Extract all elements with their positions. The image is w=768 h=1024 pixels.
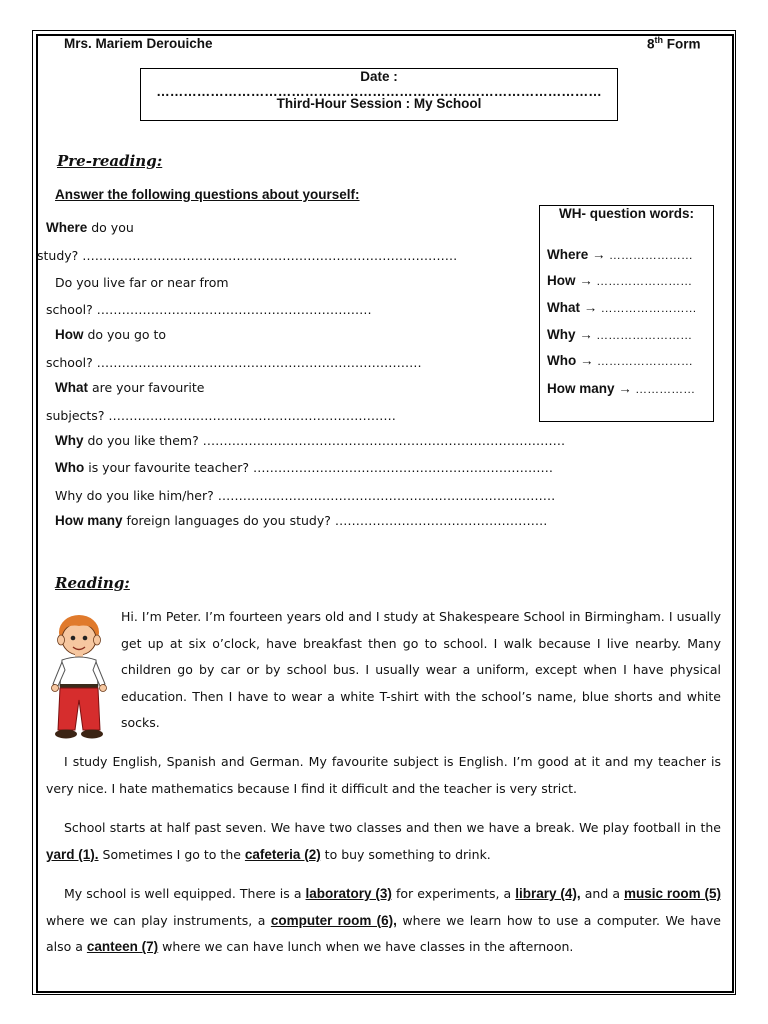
question-how: How do you go to bbox=[55, 327, 167, 342]
reading-heading: Reading: bbox=[55, 574, 130, 592]
wh-box-title: WH- question words: bbox=[559, 206, 694, 221]
question-why-him-her: Why do you like him/her? ……………………………………………………………………… bbox=[55, 488, 556, 503]
vocab-music-room: music room (5) bbox=[624, 886, 721, 901]
wh-item-how-many: How many → …………… bbox=[547, 381, 696, 396]
wh-item-what: What → …………………… bbox=[547, 300, 697, 315]
teacher-name: Mrs. Mariem Derouiche bbox=[64, 36, 213, 51]
answer-line-far-near: school? ………………………………………………………… bbox=[46, 302, 372, 317]
vocab-laboratory: laboratory (3) bbox=[305, 886, 392, 901]
wh-item-who: Who → …………………… bbox=[547, 353, 693, 368]
wh-item-where: Where → ………………… bbox=[547, 247, 693, 262]
vocab-canteen: canteen (7) bbox=[86, 939, 159, 955]
vocab-library: library (4), bbox=[515, 886, 581, 901]
reading-paragraph-1: Hi. I’m Peter. I’m fourteen years old and I study at Shakespeare School in Birmingham. I usually get up at six o’clock, have breakfast then go to school. I walk because I live nearby. Many children go by car or by school bus. I usually wear a uniform, except when I have physical education. Then I have to wear a white T-shirt with the school’s name, blue shorts and white socks. bbox=[121, 609, 721, 731]
wh-item-why: Why → …………………… bbox=[547, 327, 693, 342]
session-title: Third-Hour Session : My School bbox=[276, 96, 482, 111]
question-why: Why do you like them? …………………………………………………………………………… bbox=[55, 433, 566, 448]
answer-line-where: study? ……………………………………………………………………………… bbox=[37, 248, 458, 263]
reading-paragraph-4: My school is well equipped. There is a laboratory (3) for experiments, a library (4), and a music room (5) where we can play instruments, a computer room (6), where we learn how to use a computer. We have also a canteen (7) where we can have lunch when we have classes in the afternoon. bbox=[46, 886, 721, 955]
question-where: Where do you bbox=[46, 220, 134, 235]
wh-question-words-box bbox=[539, 205, 714, 422]
question-far-near: Do you live far or near from bbox=[55, 275, 229, 290]
date-line: Date : ……………………………………………………………………………………… bbox=[156, 69, 602, 99]
pre-reading-heading: Pre-reading: bbox=[57, 152, 163, 170]
wh-item-how: How → …………………… bbox=[547, 273, 693, 288]
reading-paragraph-2: I study English, Spanish and German. My favourite subject is English. I’m good at it and my teacher is very nice. I hate mathematics because I find it difficult and the teacher is very strict. bbox=[46, 754, 721, 796]
vocab-cafeteria: cafeteria (2) bbox=[244, 846, 321, 862]
question-what: What are your favourite bbox=[55, 380, 205, 395]
form-label: 8th Form bbox=[647, 35, 701, 52]
date-box bbox=[140, 68, 618, 121]
pre-reading-instruction: Answer the following questions about yourself: bbox=[55, 187, 360, 202]
boy-illustration bbox=[48, 614, 110, 744]
reading-paragraph-3: School starts at half past seven. We have two classes and then we have a break. We play football in the yard (1). Sometimes I go to the cafeteria (2) to buy something to drink. bbox=[46, 820, 721, 862]
vocab-computer-room: computer room (6), bbox=[270, 912, 397, 928]
question-who: Who is your favourite teacher? ……………………………………………………………… bbox=[55, 460, 553, 475]
answer-line-how: school? …………………………………………………………………… bbox=[46, 355, 422, 370]
answer-line-what: subjects? …………………………………………………………… bbox=[46, 408, 396, 423]
question-how-many: How many foreign languages do you study? …………………………………………… bbox=[55, 513, 548, 528]
vocab-yard: yard (1). bbox=[46, 846, 99, 862]
